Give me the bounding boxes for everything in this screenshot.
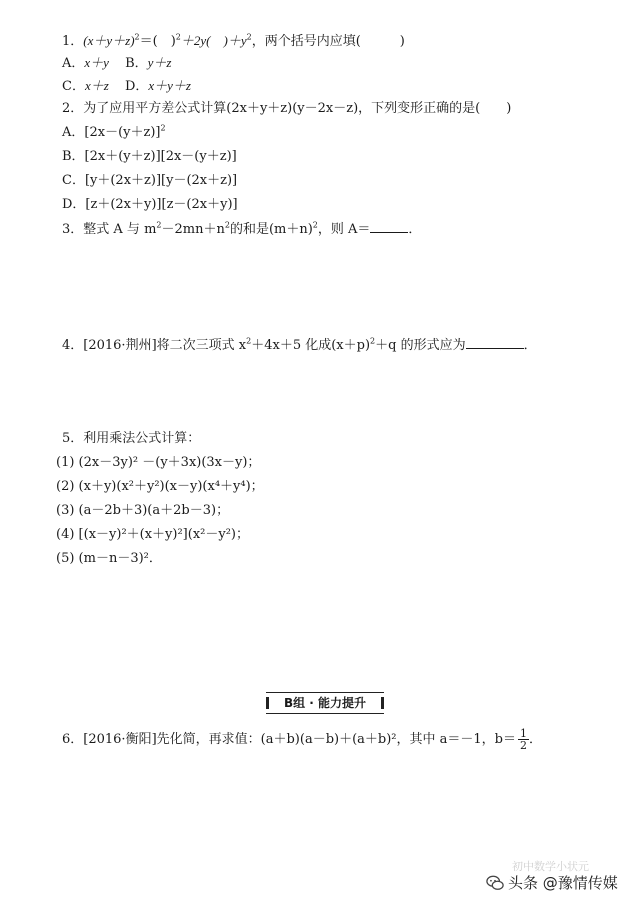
- option-c-text: x＋z: [84, 78, 109, 93]
- question-5: 5．利用乘法公式计算：: [62, 431, 201, 446]
- source-tag: [2016·衡阳]: [83, 732, 157, 747]
- option-b-text: y＋z: [147, 55, 172, 70]
- source-watermark: 头条 @豫情传媒: [486, 872, 618, 893]
- answer-blank-q4[interactable]: [466, 336, 524, 349]
- q2-option-b: B．[2x＋(y＋z)][2x－(y＋z)]: [62, 149, 237, 164]
- chat-bubble-icon: [486, 874, 504, 892]
- option-a-letter: A．: [62, 56, 85, 71]
- question-6: 6．[2016·衡阳]先化简，再求值：(a＋b)(a－b)＋(a＋b)²，其中 a＝－1，b＝ $\frac{1}{2}$ ．: [62, 727, 543, 752]
- question-4: 4．[2016·荆州]将二次三项式 $x^2+4x+5$ 化成$(x+p)^2+q$ 的形式应为 ．: [62, 336, 537, 353]
- q5-item-3: (3) (a－2b＋3)(a＋2b－3)；: [56, 503, 230, 518]
- q5-item-2: (2) (x＋y)(x²＋y²)(x－y)(x⁴＋y⁴)；: [56, 479, 264, 494]
- q5-item-1: (1) (2x－3y)² －(y＋3x)(3x－y)；: [56, 455, 261, 470]
- option-b-letter: B．: [125, 56, 148, 71]
- answer-blank-q3[interactable]: [370, 220, 408, 233]
- option-a-text: x＋y: [84, 55, 109, 70]
- q1-option-row-1: [62, 54, 171, 73]
- faint-watermark: 初中数学小状元: [512, 860, 589, 873]
- question-3: 3．整式 A 与 $m^2-2mn+n^2$的和是$(m+n)^2$，则 A＝ ．: [62, 220, 422, 237]
- source-tag: [2016·荆州]: [83, 338, 157, 353]
- q2-option-d: D．[z＋(2x＋y)][z－(2x＋y)]: [62, 197, 238, 212]
- question-1: 1．$(x+y+z)^2=$( )$^2$＋2y( )$+y^2$，两个括号内应填( ): [62, 32, 405, 49]
- q5-item-5: (5) (m－n－3)²．: [56, 551, 162, 566]
- fraction-one-half: $\frac{1}{2}$: [520, 727, 527, 752]
- section-b-header: B组 · 能力提升: [266, 692, 384, 714]
- q5-item-4: (4) [(x－y)²＋(x＋y)²](x²－y²)；: [56, 527, 249, 542]
- option-d-text: x＋y＋z: [148, 78, 191, 93]
- option-d-letter: D．: [124, 79, 149, 94]
- q1-option-row-2: [62, 77, 191, 96]
- question-2: 2．为了应用平方差公式计算(2x＋y＋z)(y－2x－z)，下列变形正确的是( ): [62, 101, 512, 116]
- q2-option-a: A．$[2x-(y+z)]^2$: [62, 123, 166, 140]
- q2-option-c: C．[y＋(2x＋z)][y－(2x＋z)]: [62, 173, 238, 188]
- option-c-letter: C．: [62, 79, 85, 94]
